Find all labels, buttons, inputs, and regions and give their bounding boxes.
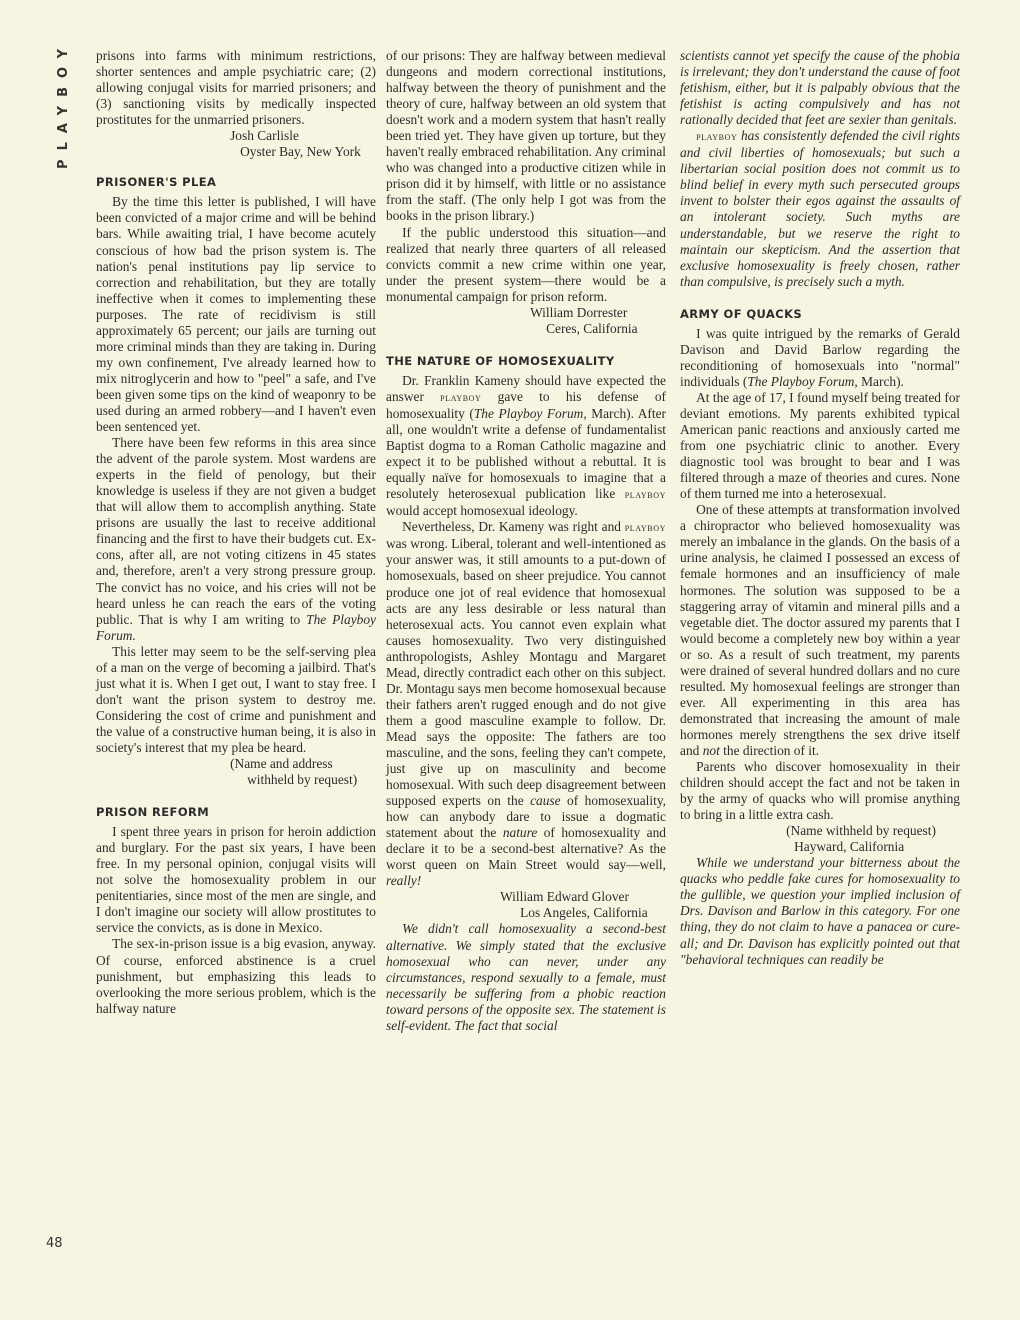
signature-line: withheld by request) (247, 772, 358, 788)
paragraph: If the public understood this situation—and realized that nearly three quarters of all released convicts commit a new crime within one year, under the present system—there would be a monumental campaign for prison reform. (386, 224, 666, 304)
editor-reply: We didn't call homosexuality a second-best alternative. We simply stated that the exclusive homosexual who can never, under any circumstances, respond sexually to a female, must necessarily be suffering from a phobic reaction toward persons of the opposite sex. The statement is self-evident. The fact that social (386, 921, 666, 1033)
signature-name: Josh Carlisle (230, 128, 299, 144)
section-heading-prison-reform: PRISON REFORM (96, 805, 210, 820)
paragraph: Nevertheless, Dr. Kameny was right and playboy was wrong. Liberal, tolerant and well-intentioned as your answer was, it still amounts to a put-down of homosexuals, based on sheer prejudice. You cannot produce one jot of real evidence that homosexual acts are any less desirable or less natural than heterosexual acts. You cannot even explain what causes homosexuality. Two very distinguished anthropologists, Ashley Montagu and Margaret Mead, directly contradict each other on this subject. Dr. Montagu says men become homosexual because their fathers aren't rugged enough and do not give them a good masculine example to follow. Dr. Mead says the opposite: The fathers are too masculine, and the sons, feeling they can't compete, just give up on masculinity and become homosexual. With such deep disagreement between supposed experts on the cause of homosexuality, how can anybody dare to issue a dogmatic statement about the nature of homosexuality and declare it to be a second-best alternative? As the worst queen on Main Street would say—well, really! (386, 519, 667, 889)
signature-place: Ceres, California (546, 320, 638, 336)
editor-reply: scientists cannot yet specify the cause of the phobia is irrelevant; they don't understand the cause of foot fetishism, either, but it is palpably obvious that the fetishist is acting compulsively and has not rationally decided that feet are sexier than genitals. (680, 48, 960, 128)
editor-reply: playboy has consistently defended the civil rights and civil liberties of homosexuals; but such a libertarian social position does not commit us to blind belief in every myth such persecuted groups invent to bolster their egos against the assaults of an intolerant society. Such myths are understandable, but we reserve the right to maintain our skepticism. And the assertion that exclusive homosexuality is freely chosen, rather than compulsive, is precisely such a myth. (680, 128, 960, 289)
paragraph: By the time this letter is published, I will have been convicted of a major crime and will be behind bars. While awaiting trial, I have become acutely conscious of how bad the prison system is. The nation's penal institutions pay lip service to correction and rehabilitation, but they are totally ineffective when it comes to implementing these purposes. The rate of recidivism is still approximately 65 percent; our jails are turning out more criminal minds than they are taking in. During my own confinement, I've already learned how to mix nitroglycerin and how to "peel" a safe, and I've been given some tips on the kind of weaponry to be used during an armed robbery—and I haven't even been sentenced yet. (96, 194, 376, 435)
editor-reply: While we understand your bitterness about the quacks who peddle fake cures for homosexuality to the gullible, we question your implied inclusion of Drs. Davison and Barlow in this category. For one thing, they do not claim to have a panacea or cure-all; and Dr. Davison has explicitly pointed out that "behavioral techniques can readily be (680, 855, 960, 967)
section-heading-prisoners-plea: PRISONER'S PLEA (96, 175, 217, 190)
paragraph: I was quite intrigued by the remarks of Gerald Davison and David Barlow regarding the reconditioning of homosexuals into "normal" individuals (The Playboy Forum, March). (680, 325, 960, 389)
paragraph: At the age of 17, I found myself being treated for deviant emotions. My parents exhibited typical American panic reactions and anxiously carted me from one psychiatric clinic to another. Every diagnostic tool was brought to bear and I was filtered through a maze of theories and cures. None of them turned me into a heterosexual. (680, 389, 960, 502)
signature-place: Hayward, California (794, 839, 905, 855)
page-number: 48 (46, 1236, 63, 1251)
paragraph: I spent three years in prison for heroin addiction and burglary. For the past six years, I have been free. In my personal opinion, conjugal visits will not solve the homosexuality problem in our penitentiaries, since most of the men are single, and I don't imagine our society will allow prostitutes to service the convicts, as is done in Mexico. (96, 824, 376, 936)
paragraph: This letter may seem to be the self-serving plea of a man on the verge of becoming a jailbird. That's just what it is. When I get out, I want to stay free. I don't want the prison system to destroy me. Considering the cost of crime and punishment and the value of a constructive human being, it is also in society's interest that my plea be heard. (96, 643, 376, 755)
signature-line: (Name withheld by request) (786, 823, 936, 839)
paragraph: Parents who discover homosexuality in their children should accept the fact and not be taken in by the army of quacks who will promise anything to bring in a little extra cash. (680, 759, 960, 823)
paragraph: There have been few reforms in this area since the advent of the parole system. Most wardens are experts in the field of penology, but their knowledge is useless if they are not given a budget that will allow them to accomplish anything. State prisons are usually the last to receive additional financing and the first to have their budgets cut. Ex-cons, after all, are not voting citizens in 45 states and, therefore, aren't a very strong pressure group. The convict has no voice, and his cries will not be heard unless he can reach the ears of the voting public. That is why I am writing to The Playboy Forum. (96, 435, 376, 643)
signature-place: Los Angeles, California (520, 905, 648, 921)
signature-place: Oyster Bay, New York (240, 144, 361, 160)
paragraph: of our prisons: They are halfway between medieval dungeons and modern correctional institutions, halfway between the theory of punishment and the theory of cure, halfway between an old system that doesn't work and a modern system that hasn't really been tried yet. They have given up torture, but they haven't really embraced rehabilitation. Any criminal who was changed into a productive citizen while in prison did it by himself, with little or no assistance from the staff. (The only help I got was from the books in the prison library.) (386, 48, 666, 224)
signature-line: (Name and address (230, 756, 333, 772)
column-1 (96, 48, 376, 1017)
section-heading-army-of-quacks: ARMY OF QUACKS (680, 306, 803, 321)
column-2 (386, 48, 666, 1034)
magazine-masthead: PLAYBOY (56, 40, 71, 169)
paragraph: Dr. Franklin Kameny should have expected the answer playboy gave to his defense of homosexuality (The Playboy Forum, March). After all, one wouldn't write a defense of fundamentalist Baptist dogma to a Roman Catholic magazine and expect it to be published without a rebuttal. It is equally naïve for homosexuals to imagine that a resolutely heterosexual publication like playboy would accept homosexual ideology. (386, 372, 667, 519)
signature-name: William Edward Glover (500, 889, 629, 905)
section-heading-nature-of-homosexuality: THE NATURE OF HOMOSEXUALITY (386, 353, 615, 368)
paragraph: The sex-in-prison issue is a big evasion, anyway. Of course, enforced abstinence is a cruel punishment, but emphasizing this leads to overlooking the more serious problem, which is the halfway nature (96, 936, 376, 1016)
column-3 (680, 48, 960, 968)
paragraph: One of these attempts at transformation involved a chiropractor who believed homosexuality was merely an imbalance in the glands. On the basis of a urine analysis, he claimed I possessed an excess of female hormones and an insufficiency of male hormones. The solution was supposed to be a staggering array of vitamin and mineral pills and a vegetable diet. The doctor assured my parents that I would become a completely new boy within a year or so. As a result of such treatment, my parents were drained of several hundred dollars and no cure resulted. My homosexual feelings are stronger than ever. All experimenting in this area has demonstrated that increasing the amount of male hormones merely strengthens the sex drive itself and not the direction of it. (680, 502, 961, 758)
paragraph: prisons into farms with minimum restrictions, shorter sentences and ample psychiatric care; (2) allowing conjugal visits for married prisoners; and (3) sanctioning visits by medically inspected prostitutes for the unmarried prisoners. (96, 48, 376, 128)
signature-name: William Dorrester (530, 304, 628, 320)
